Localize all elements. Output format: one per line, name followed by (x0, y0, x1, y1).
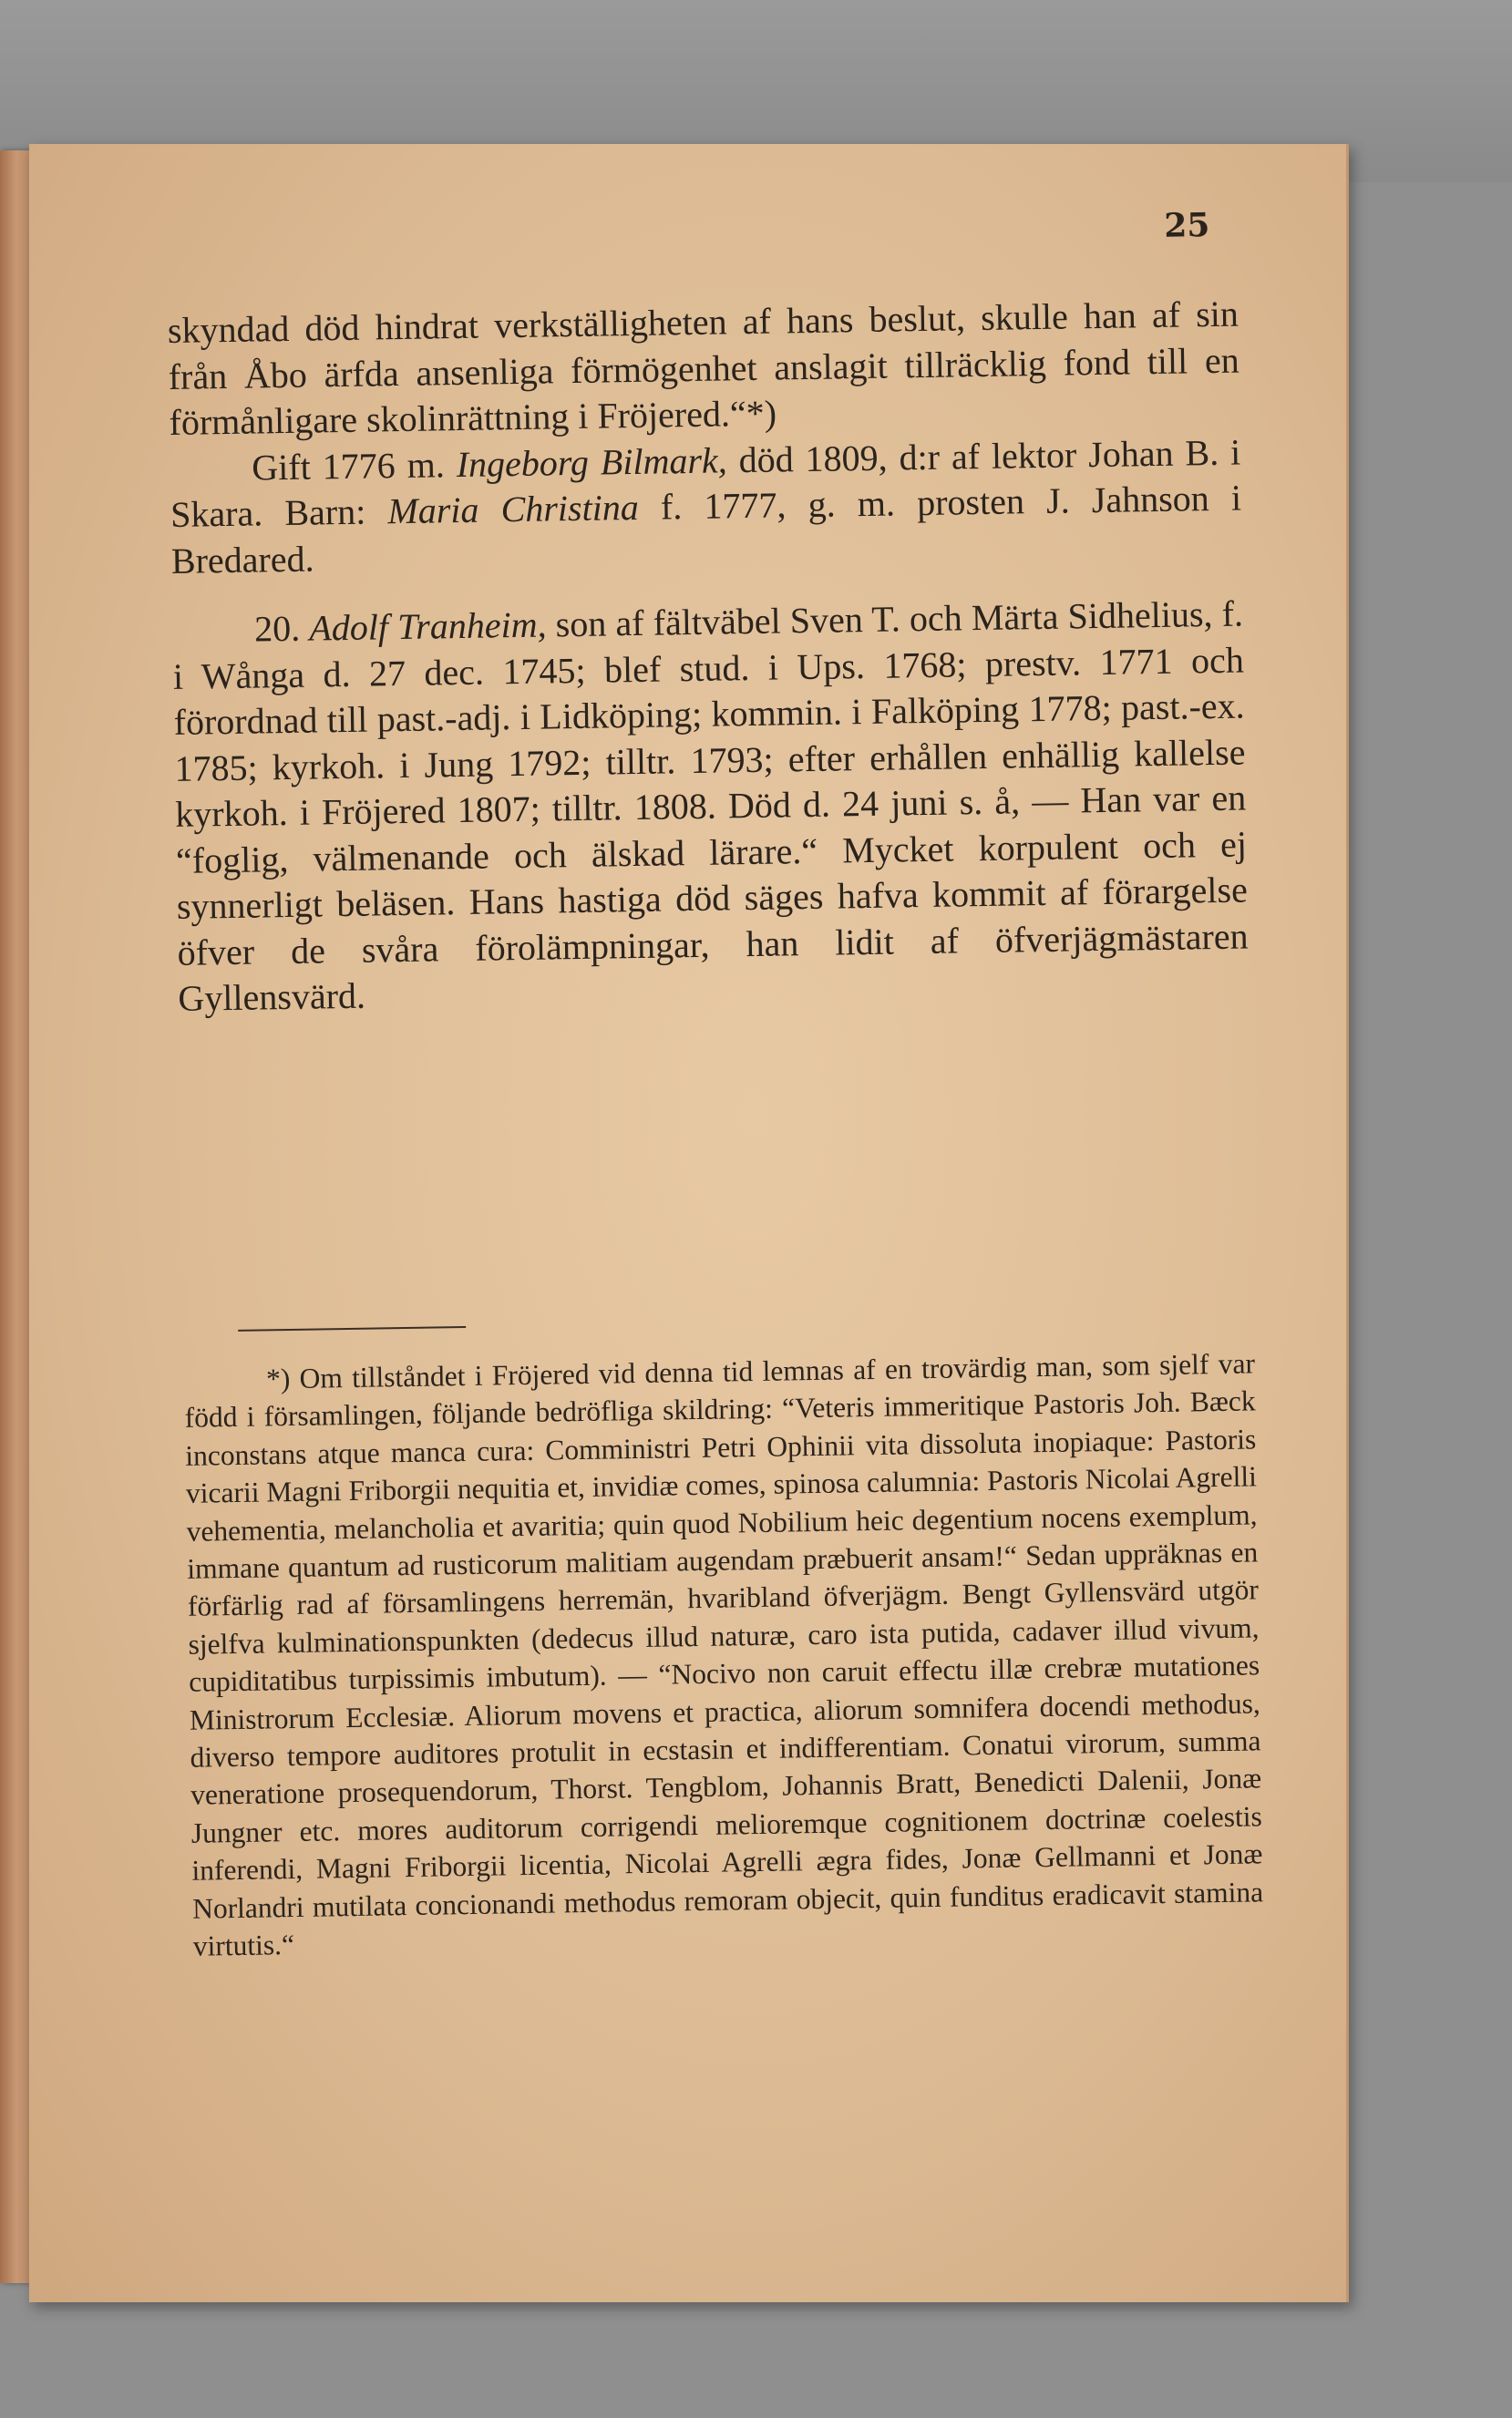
paragraph-2-middle: död 1809, d:r af lektor Johan B. i Skara. Barn: (170, 431, 1241, 535)
wife-name: Ingeborg Bilmark, (456, 438, 728, 485)
child-name: Maria Christina (387, 486, 640, 532)
footnote-divider (238, 1326, 466, 1332)
paragraph-2-lead: Gift 1776 m. (251, 443, 458, 489)
footnote-text: *) Om tillståndet i Fröjered vid denna tid lemnas af en trovärdig man, som sjelf var född i församlingen, följande bedröfliga skildring: “Veteris immeritique Pastoris Joh. Bæck inconstans atque manca cura: Comministri Petri Ophinii vita dissoluta inopiaque: Pastoris vicarii Magni Friborgii nequitia et, invidiæ comes, spinosa calumnia: Pastoris Nicolai Agrelli vehementia, melancholia et avaritia; quin quod Nobilium heic degentium nocens exemplum, immane quantum ad rusticorum malitiam augendam præbuerit ansam!“ Sedan uppräknas en förfärlig rad af församlingens herremän, hvaribland öfverjägm. Bengt Gyllensvärd utgör sjelfva kulminationspunkten (dedecus illud naturæ, caro ista putida, cadaver illud vivum, cupiditatibus turpissimis imbutum). — “Nocivo non caruit effectu illæ crebræ mutationes Ministrorum Ecclesiæ. Aliorum movens et practica, aliorum somnifera docendi methodus, diverso tempore auditores protulit in ecstasin et indifferentiam. Conatui virorum, summa veneratione prosequendorum, Thorst. Tengblom, Johannis Bratt, Benedicti Dalenii, Jonæ Jungner etc. mores auditorum corrigendi melioremque cognitionem doctrinæ coelestis inferendi, Magni Friborgii licentia, Nicolai Agrelli ægra fides, Jonæ Gellmanni et Jonæ Norlandri mutilata concionandi methodus remoram objecit, quin funditus eradicavit stamina virtutis.“ (184, 1347, 1264, 1962)
entry-name: Adolf Tranheim, (308, 603, 547, 649)
page-number: 25 (1163, 206, 1210, 245)
entry-number: 20. (253, 607, 310, 650)
page-content (166, 201, 1264, 1962)
paragraph-3 (172, 591, 1250, 1022)
main-text (168, 292, 1250, 1023)
paragraph-2-tail: f. 1777, g. m. prosten J. Jahnson i Bredared. (170, 477, 1242, 581)
paragraph-2 (170, 429, 1242, 584)
book-page (29, 144, 1349, 2302)
paragraph-3-text: son af fältväbel Sven T. och Märta Sidhelius, f. i Wånga d. 27 dec. 1745; blef stud. i Ups. 1768; prestv. 1771 och förordnad till past.-adj. i Lidköping; kommin. i Falköping 1778; past.-ex. 1785; kyrkoh. i Jung 1792; tilltr. 1793; efter erhållen enhällig kallelse kyrkoh. i Fröjered 1807; tilltr. 1808. Död d. 24 juni s. å, — Han var en “foglig, välmenande och älskad lärare.“ Mycket korpulent och ej synnerligt beläsen. Hans hastiga död säges hafva kommit af förargelse öfver de svåra förolämpningar, han lidit af öfverjägmästaren Gyllensvärd. (172, 592, 1249, 1019)
paragraph-1: skyndad död hindrat verkställigheten af hans beslut, skulle han af sin från Åbo ärfda ansenliga förmögenhet anslagit tillräcklig fond till en förmånligare skolinrättning i Fröjered.“*) (167, 293, 1239, 443)
footnote (184, 1344, 1264, 1965)
